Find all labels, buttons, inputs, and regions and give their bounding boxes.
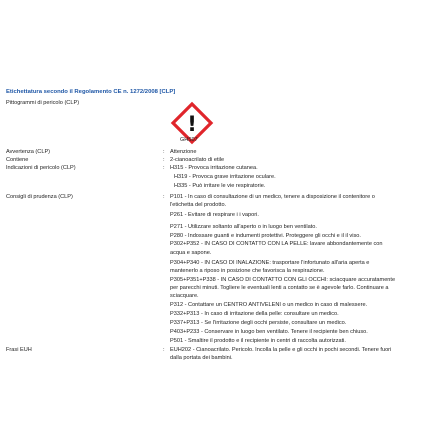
precautionary-statement: P302+P352 - IN CASO DI CONTATTO CON LA PELLE: lavare abbondantemente con (170, 241, 383, 247)
euh-statement: EUH202 - Cianoacrilato. Pericolo. Incolla la pelle e gli occhi in pochi secondi. Tenere fuori (170, 347, 392, 353)
precautionary-statement: per parecchi minuti. Togliere le eventuali lenti a contatto se è agevole farlo. Continuare a (170, 285, 389, 291)
precautionary-statement: l'etichetta del prodotto. (170, 202, 227, 208)
contains-value: 2-cianoacrilato di etile (170, 157, 225, 163)
ghs-code: GHS07 (180, 137, 198, 143)
separator: : (163, 165, 165, 171)
hazard-statement: H335 - Può irritare le vie respiratorie. (174, 183, 266, 189)
precautionary-statements-label: Consigli di prudenza (CLP) (6, 194, 73, 200)
precautionary-statement: P403+P233 - Conservare in luogo ben ventilato. Tenere il recipiente ben chiuso. (170, 329, 368, 335)
precautionary-statement: P337+P313 - Se l'irritazione degli occhi persiste, consultare un medico. (170, 320, 347, 326)
pictogram-symbol: ! (187, 112, 197, 136)
section-title: Etichettatura secondo il Regolamento CE n. 1272/2008 [CLP] (6, 89, 176, 95)
euh-statements-label: Frasi EUH (6, 347, 32, 353)
separator: : (163, 194, 165, 200)
precautionary-statement: sciacquare. (170, 293, 199, 299)
signal-word-value: Attenzione (170, 149, 197, 155)
hazard-statement: H319 - Provoca grave irritazione oculare. (174, 174, 276, 180)
precautionary-statement: P101 - In caso di consultazione di un medico, tenere a disposizione il contenitore o (170, 194, 375, 200)
signal-word-label: Avvertenza (CLP) (6, 149, 51, 155)
precautionary-statement: P305+P351+P338 - IN CASO DI CONTATTO CON GLI OCCHI: sciacquare accuratamente (170, 277, 396, 283)
contains-label: Contiene (6, 157, 29, 163)
precautionary-statement: P501 - Smaltire il prodotto e il recipiente in centri di raccolta autorizzati. (170, 338, 346, 344)
precautionary-statement: P304+P340 - IN CASO DI INALAZIONE: trasportare l'infortunato all'aria aperta e (170, 260, 370, 266)
hazard-statement: H315 - Provoca irritazione cutanea. (170, 165, 258, 171)
precautionary-statement: P271 - Utilizzare soltanto all'aperto o in luogo ben ventilato. (170, 224, 317, 230)
hazard-statements-label: Indicazioni di pericolo (CLP) (6, 165, 76, 171)
separator: : (163, 347, 165, 353)
euh-statement: dalla portata dei bambini. (170, 355, 233, 361)
precautionary-statement: P332+P313 - In caso di irritazione della pelle: consultare un medico. (170, 311, 339, 317)
precautionary-statement: P280 - Indossare guanti e indumenti protettivi. Proteggere gli occhi e il il viso. (170, 233, 361, 239)
precautionary-statement: acqua e sapone. (170, 250, 212, 256)
pictograms-label: Pittogrammi di pericolo (CLP) (6, 100, 80, 106)
separator: : (163, 149, 165, 155)
separator: : (163, 157, 165, 163)
precautionary-statement: mantenerlo a riposo in posizione che favorisca la respirazione. (170, 268, 325, 274)
precautionary-statement: P261 - Evitare di respirare i i vapori. (170, 212, 259, 218)
precautionary-statement: P312 - Contattare un CENTRO ANTIVELENI o un medico in caso di malessere. (170, 302, 368, 308)
